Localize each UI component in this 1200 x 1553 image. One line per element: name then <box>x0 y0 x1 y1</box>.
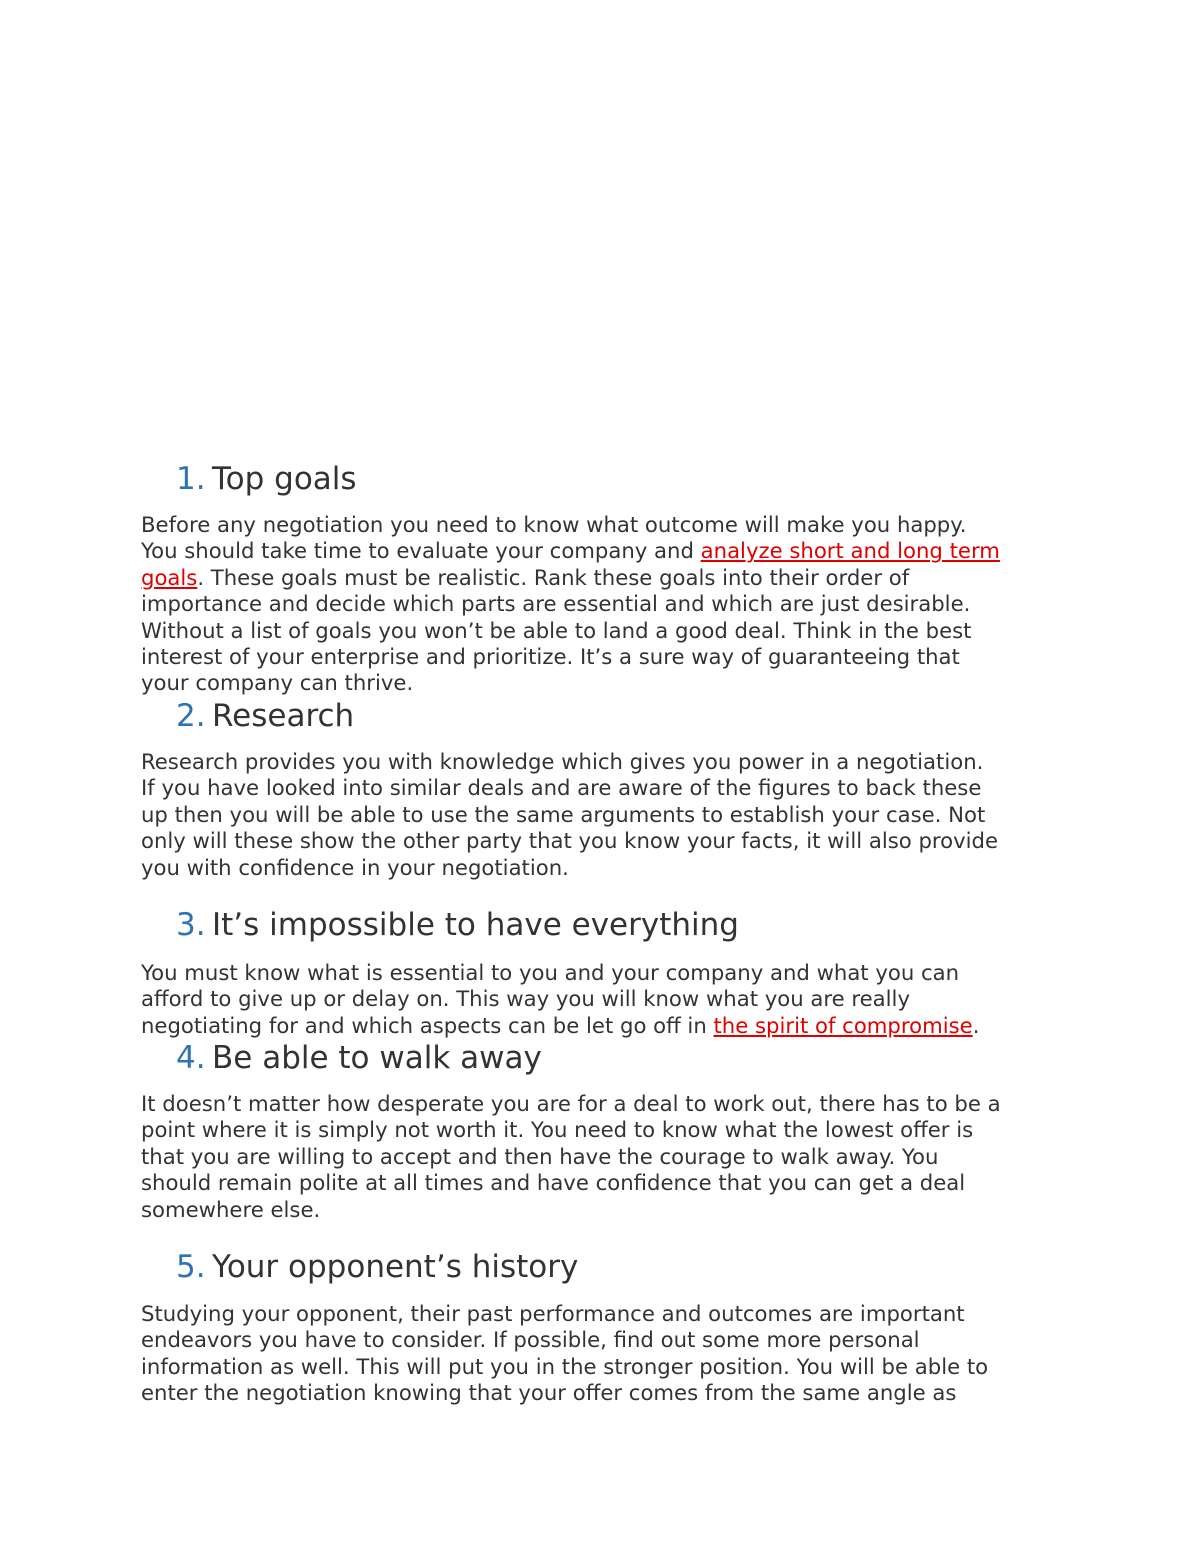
line-text: point where it is simply not worth it. You need to know what the lowest offer is <box>141 1117 974 1143</box>
paragraph-line <box>141 1144 1071 1170</box>
section-title: Be able to walk away <box>212 1040 542 1076</box>
section-heading-walk-away <box>176 1038 542 1078</box>
line-text: your company can thrive. <box>141 670 414 696</box>
section-number: 3. <box>176 907 206 943</box>
section-heading-opponent-history <box>176 1247 578 1287</box>
section-body-impossible <box>141 960 1071 1039</box>
section-number: 4. <box>176 1040 206 1076</box>
paragraph-line <box>141 618 1071 644</box>
paragraph-line <box>141 802 1071 828</box>
line-text: up then you will be able to use the same arguments to establish your case. Not <box>141 801 986 827</box>
section-number: 5. <box>176 1249 206 1285</box>
section-number: 2. <box>176 698 206 734</box>
section-title: Research <box>212 698 355 734</box>
section-body-walk-away <box>141 1091 1071 1223</box>
line-text: endeavors you have to consider. If possible, find out some more personal <box>141 1327 920 1353</box>
section-title: Your opponent’s history <box>212 1249 579 1285</box>
line-text: should remain polite at all times and have confidence that you can get a deal <box>141 1170 966 1196</box>
line-text: enter the negotiation knowing that your offer comes from the same angle as <box>141 1380 957 1406</box>
section-title: It’s impossible to have everything <box>212 907 739 943</box>
line-text: You should take time to evaluate your company and <box>141 538 701 564</box>
section-body-research <box>141 749 1071 881</box>
section-body-opponent-history <box>141 1301 1071 1407</box>
paragraph-line <box>141 1091 1071 1117</box>
line-text: interest of your enterprise and prioritize. It’s a sure way of guaranteeing that <box>141 644 960 670</box>
paragraph-line <box>141 565 1071 591</box>
line-text: negotiating for and which aspects can be let go off in <box>141 1012 714 1038</box>
section-heading-top-goals <box>176 459 357 499</box>
paragraph-line <box>141 1013 1071 1039</box>
paragraph-line <box>141 1170 1071 1196</box>
line-text: Studying your opponent, their past performance and outcomes are important <box>141 1301 965 1326</box>
paragraph-line <box>141 828 1071 854</box>
line-text: information as well. This will put you in the stronger position. You will be able to <box>141 1353 989 1379</box>
paragraph-line <box>141 591 1071 617</box>
inline-link[interactable]: analyze short and long term <box>700 538 1000 564</box>
paragraph-line <box>141 960 1071 986</box>
paragraph-line <box>141 538 1071 564</box>
section-heading-impossible <box>176 905 739 945</box>
line-text: Before any negotiation you need to know what outcome will make you happy. <box>141 512 967 537</box>
line-text: that you are willing to accept and then have the courage to walk away. You <box>141 1143 939 1169</box>
paragraph-line <box>141 749 1071 775</box>
paragraph-line <box>141 775 1071 801</box>
line-text: . <box>972 1012 980 1038</box>
line-text: importance and decide which parts are essential and which are just desirable. <box>141 591 971 617</box>
paragraph-line <box>141 1354 1071 1380</box>
inline-link[interactable]: the spirit of compromise <box>713 1012 973 1038</box>
line-text: It doesn’t matter how desperate you are for a deal to work out, there has to be a <box>141 1091 1001 1116</box>
paragraph-line <box>141 855 1071 881</box>
line-text: You must know what is essential to you and your company and what you can <box>141 960 960 985</box>
paragraph-line <box>141 1117 1071 1143</box>
line-text: Without a list of goals you won’t be able to land a good deal. Think in the best <box>141 617 972 643</box>
paragraph-line <box>141 1327 1071 1353</box>
section-number: 1. <box>176 461 206 497</box>
line-text: . These goals must be realistic. Rank these goals into their order of <box>197 564 910 590</box>
line-text: afford to give up or delay on. This way you will know what you are really <box>141 986 910 1012</box>
paragraph-line <box>141 1380 1071 1406</box>
section-title: Top goals <box>212 461 357 497</box>
section-heading-research <box>176 696 354 736</box>
line-text: If you have looked into similar deals and are aware of the figures to back these <box>141 775 982 801</box>
line-text: you with confidence in your negotiation. <box>141 854 569 880</box>
paragraph-line <box>141 670 1071 696</box>
paragraph-line <box>141 512 1071 538</box>
section-body-top-goals <box>141 512 1071 697</box>
paragraph-line <box>141 1197 1071 1223</box>
line-text: somewhere else. <box>141 1196 321 1222</box>
inline-link[interactable]: goals <box>141 564 198 590</box>
paragraph-line <box>141 986 1071 1012</box>
paragraph-line <box>141 1301 1071 1327</box>
line-text: Research provides you with knowledge which gives you power in a negotiation. <box>141 749 984 774</box>
line-text: only will these show the other party that you know your facts, it will also provide <box>141 828 999 854</box>
paragraph-line <box>141 644 1071 670</box>
